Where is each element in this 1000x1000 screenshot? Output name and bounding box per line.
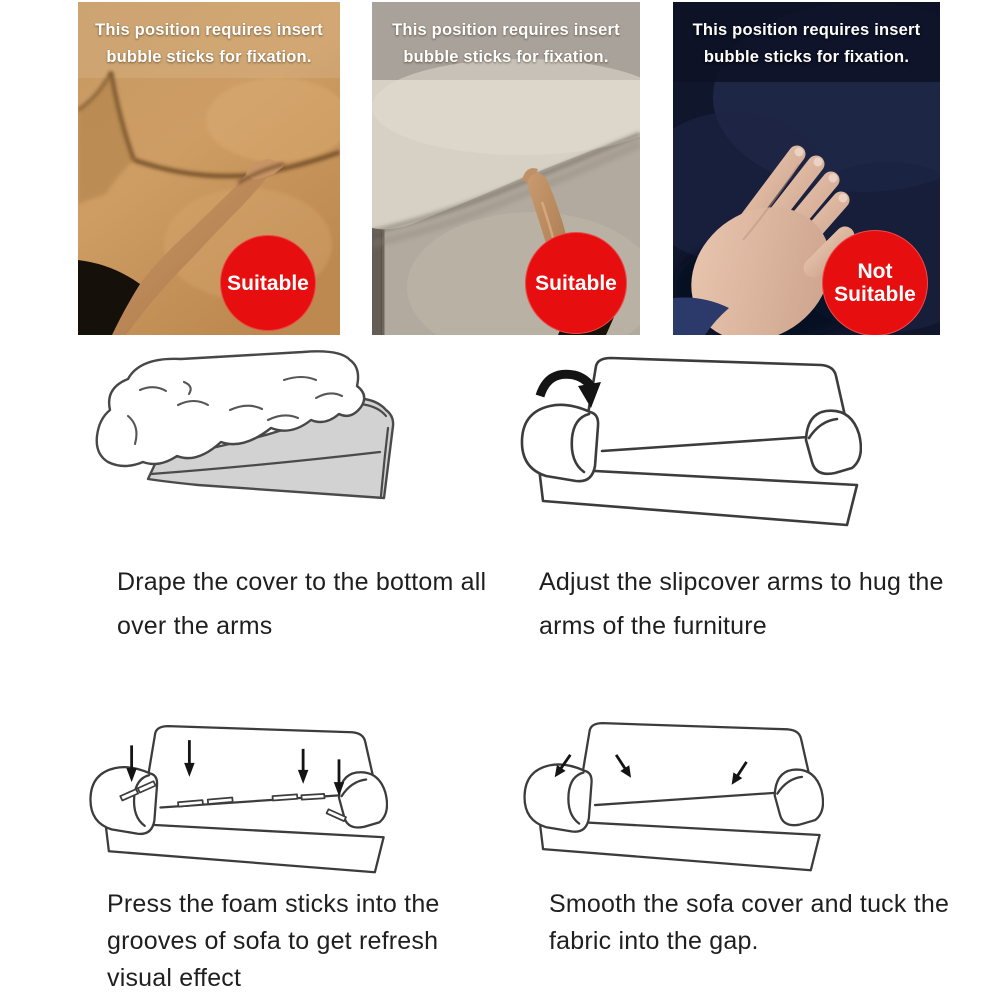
caption-line: over the arms	[117, 612, 273, 640]
photo-panel-velvet-not-suitable	[673, 2, 940, 335]
illustration-drape-cover	[88, 348, 410, 506]
step-caption-smooth	[549, 886, 949, 960]
badge-label: Suitable	[227, 271, 309, 295]
panel-header	[78, 17, 340, 71]
badge-label: Suitable	[535, 271, 617, 295]
step-caption-drape	[117, 560, 486, 648]
caption-line: Press the foam sticks into the	[107, 890, 440, 918]
caption-line: arms of the furniture	[539, 612, 767, 640]
suitability-badge	[220, 235, 316, 331]
step-caption-adjust	[539, 560, 944, 648]
not-suitable-badge	[822, 230, 928, 335]
panel-header-line-1: This position requires insert	[392, 21, 620, 39]
panel-header-line-2: bubble sticks for fixation.	[703, 48, 910, 66]
illustration-press-foam-sticks	[80, 714, 388, 880]
panel-header-line-1: This position requires insert	[95, 21, 323, 39]
panel-header-line-2: bubble sticks for fixation.	[106, 48, 312, 66]
caption-line: Drape the cover to the bottom all	[117, 568, 487, 596]
panel-header	[372, 17, 640, 71]
panel-header-line-1: This position requires insert	[692, 21, 921, 39]
caption-line: grooves of sofa to get refresh	[107, 927, 439, 955]
illustration-adjust-arms	[510, 350, 862, 528]
caption-line: fabric into the gap.	[549, 927, 759, 955]
panel-header-line-2: bubble sticks for fixation.	[403, 48, 609, 66]
badge-label: Not Suitable	[834, 260, 916, 306]
suitability-badge	[525, 232, 627, 334]
photo-panel-linen-suitable	[372, 2, 640, 335]
caption-line: Smooth the sofa cover and tuck the	[549, 890, 950, 918]
illustration-smooth-tuck	[514, 716, 824, 873]
photo-panel-leather-suitable	[78, 2, 340, 335]
step-caption-press	[107, 886, 440, 997]
curved-arrow-icon	[540, 374, 601, 408]
panel-header	[673, 17, 940, 71]
caption-line: Adjust the slipcover arms to hug the	[539, 568, 944, 596]
caption-line: visual effect	[107, 964, 242, 992]
